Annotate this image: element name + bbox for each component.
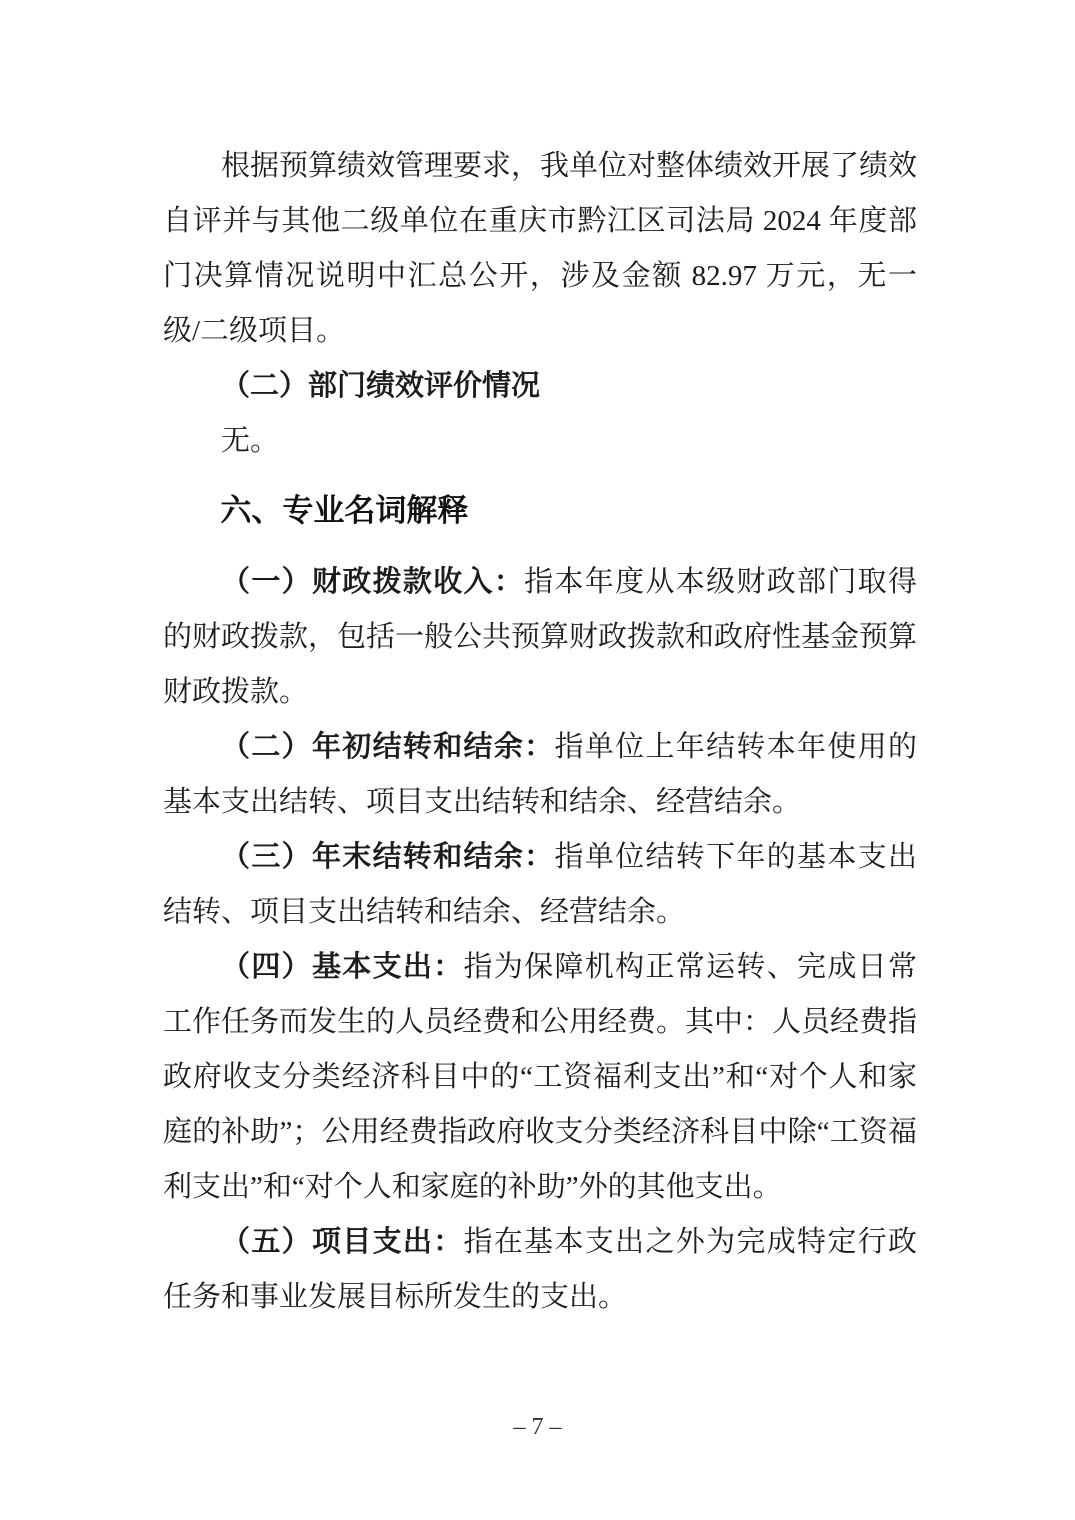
page-number: – 7 –	[513, 1414, 562, 1440]
paragraph-none: 无。	[221, 425, 280, 457]
term-lead-fiscal-appropriation-income: （一）财政拨款收入：	[221, 566, 525, 598]
heading-department-performance-evaluation: （二）部门绩效评价情况	[221, 370, 541, 402]
term-fiscal-appropriation-income	[163, 555, 917, 720]
term-lead-beginning-year-carryover: （二）年初结转和结余：	[221, 731, 555, 763]
term-year-end-carryover	[163, 830, 917, 940]
term-body-basic-expenditure: 指为保障机构正常运转、完成日常工作任务而发生的人员经费和公用经费。其中：人员经费指政府收支分类经济科目中的“工资福利支出”和“对个人和家庭的补助”；公用经费指政府收支分类经济科目中除“工资福利支出”和“对个人和家庭的补助”外的其他支出。	[163, 951, 918, 1203]
term-body-beginning-year-carryover: 指单位上年结转本年使用的基本支出结转、项目支出结转和结余、经营结余。	[163, 731, 917, 818]
term-lead-project-expenditure: （五）项目支出：	[221, 1226, 464, 1258]
term-project-expenditure	[163, 1215, 917, 1325]
term-body-project-expenditure: 指在基本支出之外为完成特定行政任务和事业发展目标所发生的支出。	[163, 1226, 917, 1313]
term-body-fiscal-appropriation-income: 指本年度从本级财政部门取得的财政拨款，包括一般公共预算财政拨款和政府性基金预算财政拨款。	[163, 566, 918, 708]
term-lead-year-end-carryover: （三）年末结转和结余：	[221, 841, 555, 873]
term-beginning-year-carryover	[163, 720, 917, 830]
heading-terminology-section: 六、专业名词解释	[220, 493, 469, 528]
terminology-list	[163, 555, 917, 1325]
paragraph-performance-self-evaluation: 根据预算绩效管理要求，我单位对整体绩效开展了绩效自评并与其他二级单位在重庆市黔江区司法局 2024 年度部门决算情况说明中汇总公开，涉及金额 82.97 万元，无一级/二级项目。	[163, 150, 918, 347]
term-body-year-end-carryover: 指单位结转下年的基本支出结转、项目支出结转和结余、经营结余。	[163, 841, 917, 928]
term-lead-basic-expenditure: （四）基本支出：	[221, 951, 464, 983]
term-basic-expenditure	[163, 940, 917, 1215]
